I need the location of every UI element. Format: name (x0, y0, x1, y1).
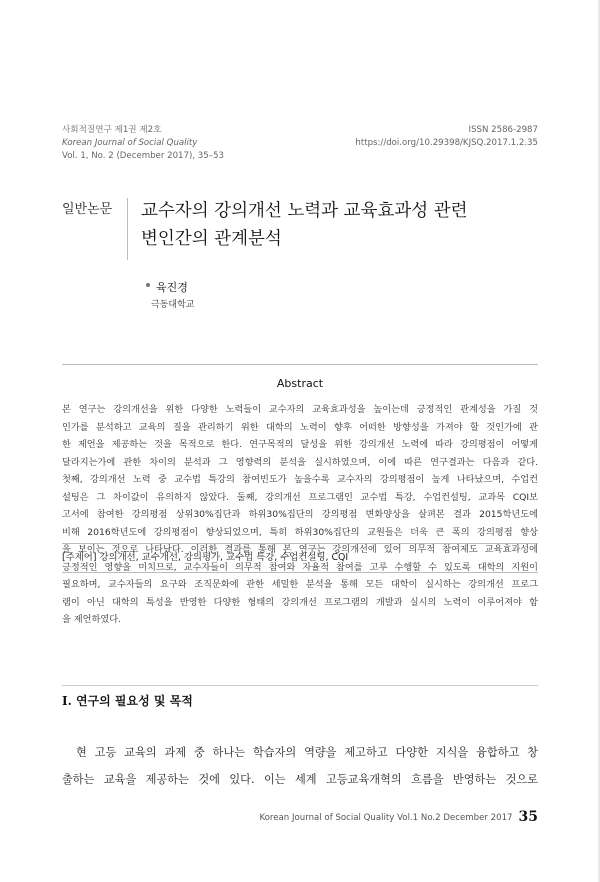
bullet-icon (146, 283, 150, 287)
article-title (141, 197, 551, 253)
abstract-heading: Abstract (276, 377, 324, 390)
journal-name-english: Korean Journal of Social Quality (62, 138, 198, 148)
doi-link[interactable]: https://doi.org/10.29398/KJSQ.2017.1.2.35 (355, 138, 538, 148)
abstract-line: 필요하며, 교수자들의 요구와 조직문화에 관한 세밀한 분석을 통해 모든 대학이 실시하는 강의개선 프로그 (62, 579, 538, 590)
journal-volume: Vol. 1, No. 2 (December 2017), 35–53 (62, 151, 224, 161)
footer-journal: Korean Journal of Social Quality Vol.1 No.2 December 2017 (259, 813, 513, 823)
body-line: 출하는 교육을 제공하는 것에 있다. 이는 세계 고등교육개혁의 흐름을 반영하는 것으로 (62, 773, 538, 786)
abstract-line: 긍정적인 영향을 미치므로, 교수자들이 의무적 참여와 자율적 참여를 고루 수행할 수 있도록 대학의 지원이 (62, 561, 538, 573)
title-line-2: 변인간의 관계분석 (141, 229, 282, 249)
journal-name-korean: 사회적질연구 제1권 제2호 (62, 125, 162, 135)
abstract-line: 을 제언하였다. (62, 614, 122, 625)
title-divider (127, 198, 128, 260)
keywords-top-rule (62, 543, 538, 544)
abstract-line: 비해 2016학년도에 강의평점이 향상되었으며, 특히 하위30%집단의 교원들은 더욱 큰 폭의 강의평점 향상 (62, 526, 538, 538)
abstract-line: 첫째, 강의개선 노력 중 교수법 특강의 참여빈도가 높을수록 교수자의 강의평점이 높게 나타났으며, 수업컨 (62, 474, 538, 485)
abstract-line: 설팅은 그 차이값이 유의하지 않았다. 둘째, 강의개선 프로그램인 교수법 특강, 수업컨설팅, 교과목 CQI보 (62, 491, 538, 503)
page-footer (259, 809, 538, 825)
section-body (62, 739, 538, 793)
abstract-line: 본 연구는 강의개선을 위한 다양한 노력들이 교수자의 교육효과성을 높이는데 긍정적인 관계성을 가질 것 (62, 404, 538, 415)
page-number: 35 (518, 809, 538, 825)
keywords-bottom-rule (62, 572, 538, 573)
author-name: 육진경 (156, 281, 188, 294)
section-heading: Ⅰ. 연구의 필요성 및 목적 (62, 694, 193, 708)
abstract-line: 한 제언을 제공하는 것을 목적으로 한다. 연구목적의 달성을 위한 강의개선 노력에 따라 강의평점이 어떻게 (62, 439, 538, 450)
title-line-1: 교수자의 강의개선 노력과 교육효과성 관련 (141, 201, 468, 221)
section-top-rule (62, 685, 538, 686)
abstract-line: 램이 아닌 대학의 특성을 반영한 다양한 형태의 강의개선 프로그램의 개발과 실시의 노력이 이루어져야 함 (62, 596, 538, 608)
abstract-line: 고서에 참여한 강의평점 상위30%집단과 하위30%집단의 강의평점 변화양상을 살펴본 결과 2015학년도에 (62, 509, 538, 520)
body-line: 현 고등 교육의 과제 중 하나는 학습자의 역량을 제고하고 다양한 지식을 융합하고 창 (76, 746, 538, 759)
journal-header-right (278, 124, 538, 150)
abstract-top-rule (62, 364, 538, 365)
section-label: 일반논문 (62, 202, 113, 217)
author-affiliation: 극동대학교 (151, 300, 195, 310)
keywords: [주제어] 강의개선, 교수개선, 강의평가, 교수법 특강, 수업컨설팅, CQI (62, 552, 349, 563)
abstract-line: 을 보이는 것으로 나타났다. 이러한 결과를 통해 본 연구는 강의개선에 있어 의무적 참여제도 교육효과성에 (62, 544, 538, 555)
abstract-line: 인가를 분석하고 교육의 질을 관리하기 위한 대학의 노력이 향후 어떠한 방향성을 가져야 할 것인가에 관 (62, 421, 538, 433)
abstract-line: 달라지는가에 관한 차이의 분석과 그 영향력의 분석을 실시하였으며, 이에 따른 연구결과는 다음과 같다. (62, 456, 538, 468)
abstract-body (62, 401, 538, 629)
issn: ISSN 2586-2987 (468, 125, 538, 135)
